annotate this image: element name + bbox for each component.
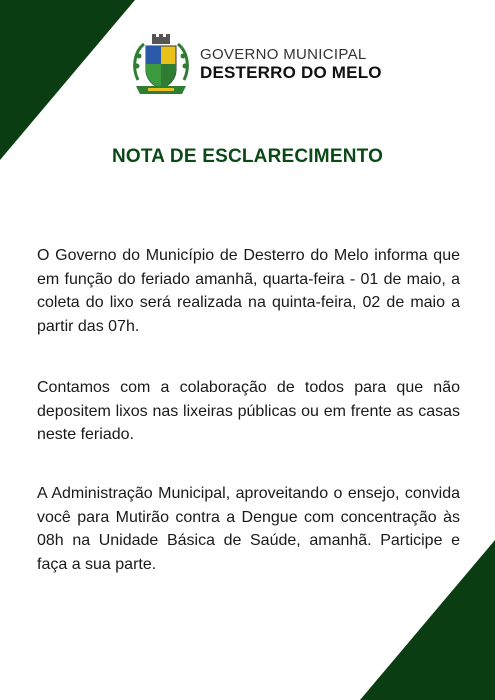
municipality-name: DESTERRO DO MELO [200,63,382,82]
paragraph-holiday-notice: O Governo do Município de Desterro do Melo informa que em função do feriado amanhã, quarta-feira - 01 de maio, a coleta do lixo será realizada na quinta-feira, 02 de maio a partir das 07h. [37,247,460,335]
corner-decoration-top-left [0,0,135,160]
government-label: GOVERNO MUNICIPAL [200,46,367,63]
document-title: NOTA DE ESCLARECIMENTO [111,146,384,167]
municipal-coat-of-arms-icon [130,34,192,98]
paragraph-collaboration: Contamos com a colaboração de todos para que não depositem lixos nas lixeiras públicas ou em frente as casas neste feriado. [37,379,460,443]
header-logo [130,34,382,98]
paragraph-dengue-campaign: A Administração Municipal, aproveitando o ensejo, convida você para Mutirão contra a Dengue com concentração às 08h na Unidade Básica de Saúde, amanhã. Participe e faça a sua parte. [37,485,460,573]
